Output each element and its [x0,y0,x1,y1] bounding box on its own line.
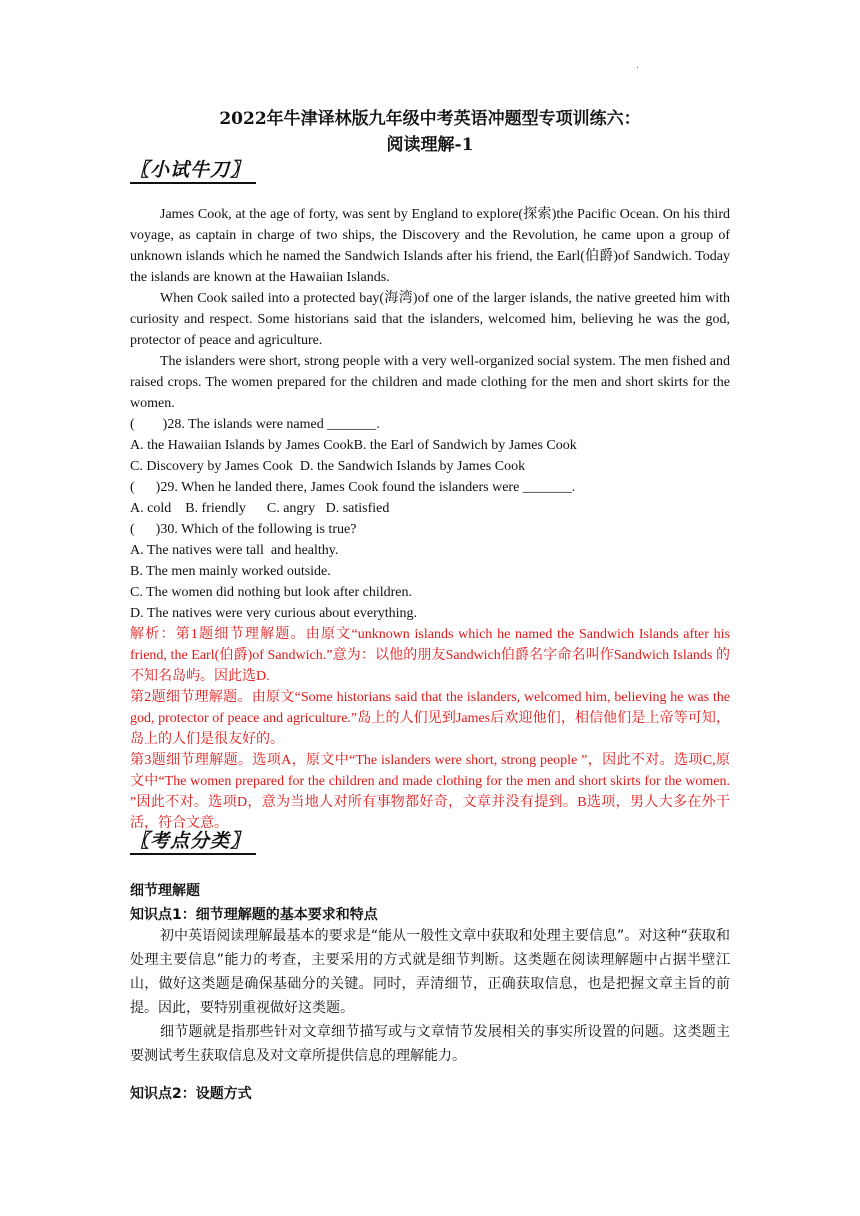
kp1-paragraph: 细节题就是指那些针对文章细节描写或与文章情节发展相关的事实所设置的问题。这类题主要测试考生获取信息及对文章所提供信息的理解能力。 [130,1024,730,1064]
analysis-paragraph: 解析：第1题细节理解题。由原文“unknown islands which he named the Sandwich Islands after his friend, the Earl(伯爵)of Sandwich.”意为：以他的朋友Sandwich伯爵名字命名叫作Sandwich Islands 的不知名岛屿。因此选D. [130,627,730,684]
page-title: 2022年牛津译林版九年级中考英语冲题型专项训练六： [219,109,641,129]
question-29: ( )29. When he landed there, James Cook found the islanders were _______. [130,480,576,495]
question-30-option-c: C. The women did nothing but look after children. [130,585,413,600]
question-28: ( )28. The islands were named _______. [130,417,380,432]
section-heading-warmup: 〖小试牛刀〗 [130,158,256,184]
page-subtitle: 阅读理解-1 [386,135,474,155]
question-28-options-a-b: A. the Hawaiian Islands by James CookB. the Earl of Sandwich by James Cook [130,438,577,453]
passage-paragraph: James Cook, at the age of forty, was sent by England to explore(探索)the Pacific Ocean. On his third voyage, as captain in charge of two ships, the Discovery and the Revolution, he came upon a group of unknown islands which he named the Sandwich Islands after his friend, the Earl(伯爵)of Sandwich. Today the islands are known at the Hawaiian Islands. [130,207,730,285]
analysis-paragraph: 第3题细节理解题。选项A，原文中“The islanders were short, strong people ”，因此不对。选项C,原文中“The women prepared for the children and made clothing for the men and short skirts for the women. ”因此不对。选项D，意为当地人对所有事物都好奇，文章并没有提到。B选项，男人大多在外干活，符合文意。 [130,753,730,831]
section-heading-categories: 〖考点分类〗 [130,829,256,855]
corner-mark: . [636,60,639,71]
knowledge-point-1-heading: 知识点1：细节理解题的基本要求和特点 [130,907,378,923]
category-title: 细节理解题 [130,883,200,899]
question-30-option-a: A. The natives were tall and healthy. [130,543,339,558]
knowledge-point-1-body [130,924,730,1068]
passage-paragraph: The islanders were short, strong people with a very well-organized social system. The men fished and raised crops. The women prepared for the children and made clothing for the men and short skirts for the women. [130,354,730,411]
answer-analysis [130,624,730,834]
kp1-paragraph: 初中英语阅读理解最基本的要求是“能从一般性文章中获取和处理主要信息”。对这种“获取和处理主要信息”能力的考查，主要采用的方式就是细节判断。这类题在阅读理解题中占据半壁江山，做好这类题是确保基础分的关键。同时，弄清细节，正确获取信息，也是把握文章主旨的前提。因此，要特别重视做好这类题。 [130,928,730,1016]
question-28-options-c-d: C. Discovery by James Cook D. the Sandwich Islands by James Cook [130,459,526,474]
passage-paragraph: When Cook sailed into a protected bay(海湾)of one of the larger islands, the native greeted him with curiosity and respect. Some historians said that the islanders, welcomed him, believing he was the god, protector of peace and agriculture. [130,291,730,348]
question-29-options: A. cold B. friendly C. angry D. satisfied [130,501,390,516]
question-30-option-d: D. The natives were very curious about everything. [130,606,418,621]
analysis-paragraph: 第2题细节理解题。由原文“Some historians said that the islanders, welcomed him, believing he was the god, protector of peace and agriculture.”岛上的人们见到James后欢迎他们，相信他们是上帝等可知，岛上的人们是很友好的。 [130,690,730,747]
question-30-option-b: B. The men mainly worked outside. [130,564,331,579]
question-30: ( )30. Which of the following is true? [130,522,357,537]
reading-passage [130,204,730,834]
knowledge-point-2-heading: 知识点2：设题方式 [130,1086,252,1102]
